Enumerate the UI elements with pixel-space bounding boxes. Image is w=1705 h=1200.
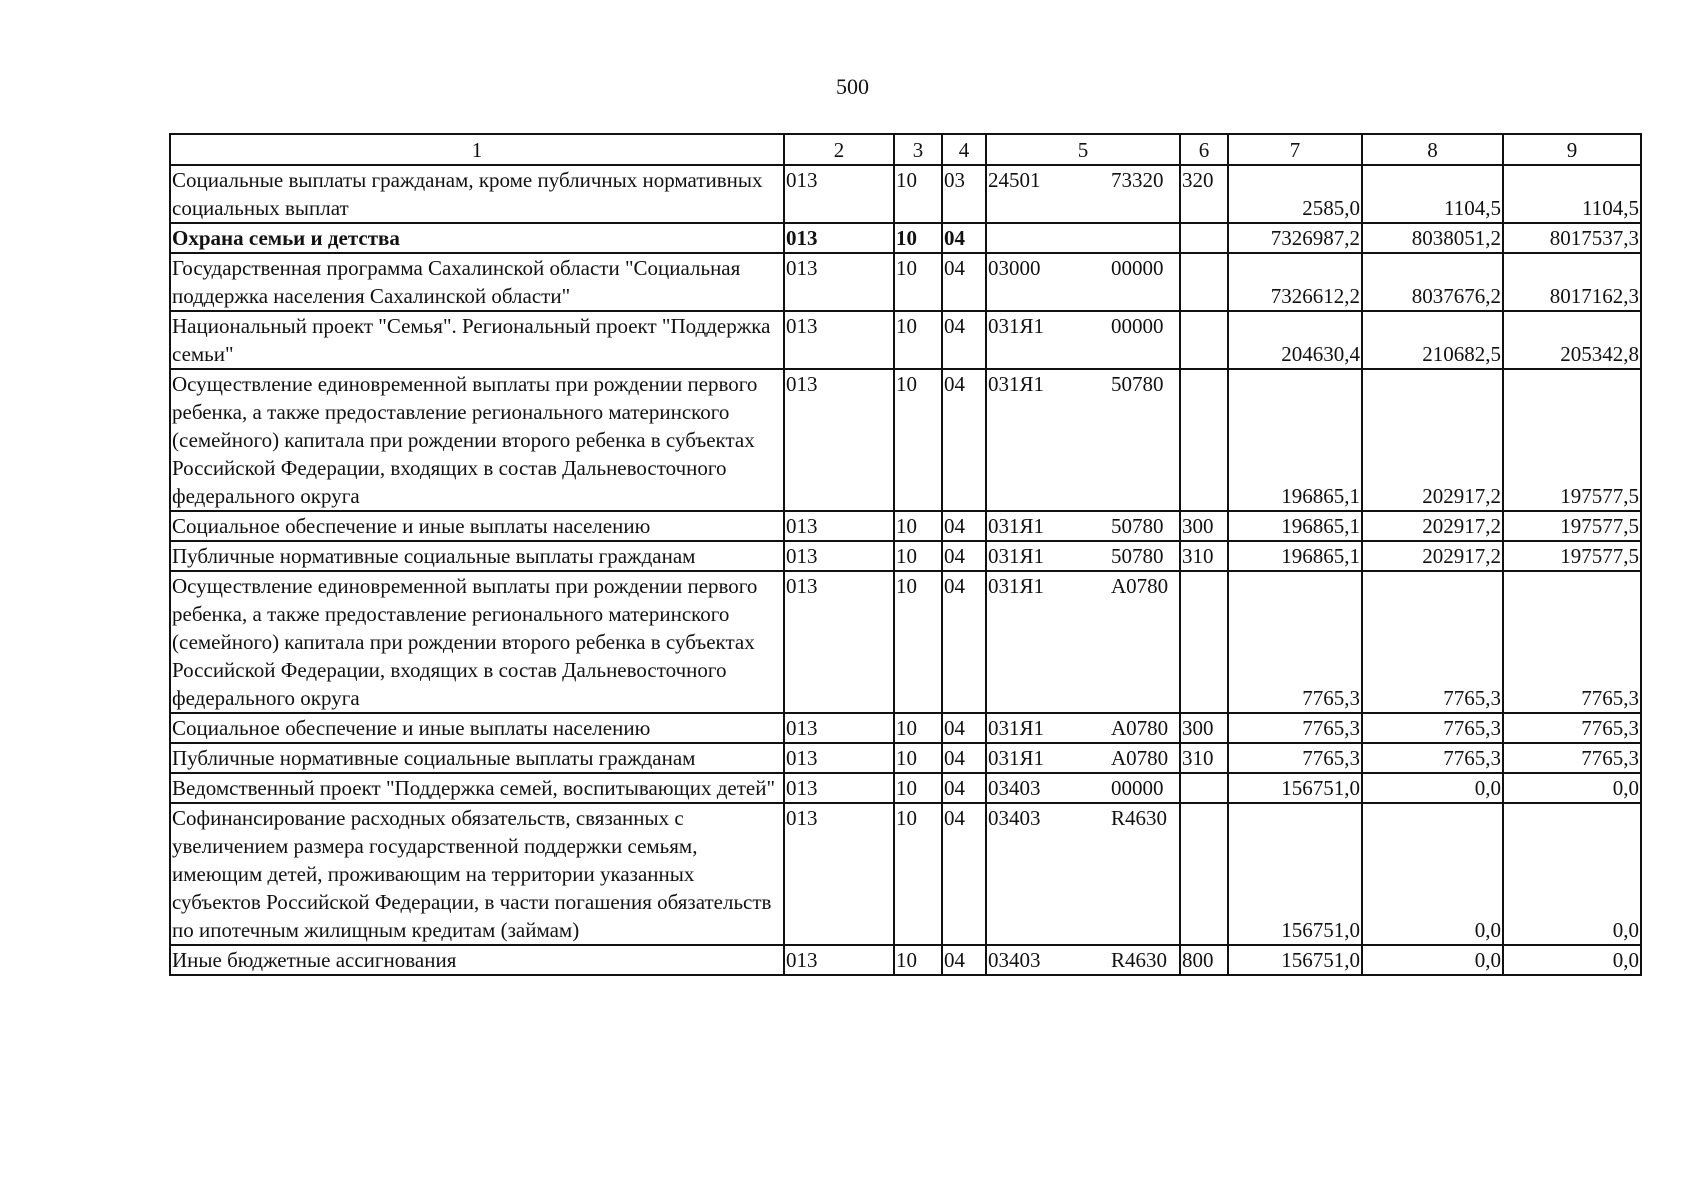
header-cell: 3: [894, 134, 942, 165]
section-code-cell: 10: [894, 803, 942, 945]
header-cell: 8: [1362, 134, 1503, 165]
target-article-cell: [986, 311, 1180, 369]
amount-year1-cell: 7326612,2: [1228, 253, 1362, 311]
amount-year3-cell: 0,0: [1503, 773, 1641, 803]
amount-year1-cell: 196865,1: [1228, 511, 1362, 541]
budget-table: [169, 133, 1642, 976]
subsection-code-cell: 04: [942, 311, 986, 369]
amount-year3-cell: 7765,3: [1503, 571, 1641, 713]
row-name-cell: Софинансирование расходных обязательств, связанных с увеличением размера государственной поддержки семьям, имеющим детей, проживающим на территории указанных субъектов Российской Федерации, в части погашения обязательств по ипотечным жилищным кредитам (займам): [170, 803, 784, 945]
header-cell: 1: [170, 134, 784, 165]
amount-year2-cell: 202917,2: [1362, 541, 1503, 571]
subsection-code-cell: 04: [942, 511, 986, 541]
target-article-program: 03403: [988, 948, 1041, 972]
amount-year3-cell: 1104,5: [1503, 165, 1641, 223]
expense-type-cell: [1180, 311, 1228, 369]
target-article-direction: 50780: [1111, 544, 1164, 568]
target-article-cell: [986, 511, 1180, 541]
section-code-cell: 10: [894, 743, 942, 773]
target-article-direction: 73320: [1111, 168, 1164, 192]
amount-year2-cell: 1104,5: [1362, 165, 1503, 223]
section-code-cell: 10: [894, 369, 942, 511]
subsection-code-cell: 03: [942, 165, 986, 223]
amount-year1-cell: 156751,0: [1228, 803, 1362, 945]
target-article-direction: A0780: [1111, 746, 1169, 770]
amount-year2-cell: 7765,3: [1362, 571, 1503, 713]
ministry-code-cell: 013: [784, 773, 894, 803]
row-name-cell: Государственная программа Сахалинской области "Социальная поддержка населения Сахалинской области": [170, 253, 784, 311]
amount-year2-cell: 7765,3: [1362, 713, 1503, 743]
row-name-cell: Иные бюджетные ассигнования: [170, 945, 784, 975]
subsection-code-cell: 04: [942, 369, 986, 511]
amount-year2-cell: 8037676,2: [1362, 253, 1503, 311]
expense-type-cell: [1180, 571, 1228, 713]
target-article-direction: 00000: [1111, 314, 1164, 338]
subsection-code-cell: 04: [942, 713, 986, 743]
table-row: [170, 223, 1641, 253]
section-code-cell: 10: [894, 773, 942, 803]
ministry-code-cell: 013: [784, 369, 894, 511]
subsection-code-cell: 04: [942, 803, 986, 945]
ministry-code-cell: 013: [784, 511, 894, 541]
amount-year3-cell: 205342,8: [1503, 311, 1641, 369]
expense-type-cell: 310: [1180, 541, 1228, 571]
amount-year1-cell: 7765,3: [1228, 743, 1362, 773]
target-article-program: 031Я1: [988, 746, 1045, 770]
table-row: [170, 743, 1641, 773]
ministry-code-cell: 013: [784, 945, 894, 975]
amount-year1-cell: 156751,0: [1228, 945, 1362, 975]
page-number: 500: [836, 74, 869, 99]
table-row: [170, 571, 1641, 713]
subsection-code-cell: 04: [942, 773, 986, 803]
amount-year2-cell: 0,0: [1362, 803, 1503, 945]
expense-type-cell: 320: [1180, 165, 1228, 223]
amount-year2-cell: 202917,2: [1362, 369, 1503, 511]
row-name-cell: Национальный проект "Семья". Региональный проект "Поддержка семьи": [170, 311, 784, 369]
table-row: [170, 773, 1641, 803]
target-article-cell: [986, 945, 1180, 975]
section-code-cell: 10: [894, 945, 942, 975]
target-article-direction: A0780: [1111, 716, 1169, 740]
ministry-code-cell: 013: [784, 223, 894, 253]
target-article-cell: [986, 369, 1180, 511]
target-article-program: 031Я1: [988, 372, 1045, 396]
target-article-direction: R4630: [1111, 806, 1168, 830]
subsection-code-cell: 04: [942, 541, 986, 571]
target-article-program: 031Я1: [988, 574, 1045, 598]
subsection-code-cell: 04: [942, 571, 986, 713]
target-article-program: 03403: [988, 776, 1041, 800]
ministry-code-cell: 013: [784, 571, 894, 713]
target-article-direction: A0780: [1111, 574, 1169, 598]
ministry-code-cell: 013: [784, 803, 894, 945]
header-cell: 9: [1503, 134, 1641, 165]
target-article-cell: [986, 223, 1180, 253]
target-article-cell: [986, 773, 1180, 803]
row-name-cell: Социальное обеспечение и иные выплаты населению: [170, 511, 784, 541]
target-article-program: 031Я1: [988, 544, 1045, 568]
amount-year1-cell: 7326987,2: [1228, 223, 1362, 253]
expense-type-cell: 300: [1180, 713, 1228, 743]
expense-type-cell: 800: [1180, 945, 1228, 975]
section-code-cell: 10: [894, 165, 942, 223]
amount-year3-cell: 197577,5: [1503, 541, 1641, 571]
target-article-cell: [986, 713, 1180, 743]
row-name-cell: Охрана семьи и детства: [170, 223, 784, 253]
row-name-cell: Публичные нормативные социальные выплаты гражданам: [170, 743, 784, 773]
row-name-cell: Социальное обеспечение и иные выплаты населению: [170, 713, 784, 743]
target-article-program: 03000: [988, 256, 1041, 280]
target-article-cell: [986, 803, 1180, 945]
section-code-cell: 10: [894, 571, 942, 713]
amount-year1-cell: 196865,1: [1228, 541, 1362, 571]
amount-year2-cell: 210682,5: [1362, 311, 1503, 369]
amount-year3-cell: 8017162,3: [1503, 253, 1641, 311]
row-name-cell: Публичные нормативные социальные выплаты гражданам: [170, 541, 784, 571]
section-code-cell: 10: [894, 311, 942, 369]
table-row: [170, 541, 1641, 571]
section-code-cell: 10: [894, 223, 942, 253]
table-row: [170, 511, 1641, 541]
subsection-code-cell: 04: [942, 253, 986, 311]
row-name-cell: Ведомственный проект "Поддержка семей, воспитывающих детей": [170, 773, 784, 803]
amount-year3-cell: 0,0: [1503, 803, 1641, 945]
amount-year1-cell: 7765,3: [1228, 713, 1362, 743]
target-article-program: 031Я1: [988, 716, 1045, 740]
amount-year3-cell: 7765,3: [1503, 713, 1641, 743]
subsection-code-cell: 04: [942, 743, 986, 773]
table-row: [170, 803, 1641, 945]
target-article-cell: [986, 253, 1180, 311]
ministry-code-cell: 013: [784, 713, 894, 743]
table-row: [170, 311, 1641, 369]
header-cell: 6: [1180, 134, 1228, 165]
target-article-cell: [986, 571, 1180, 713]
expense-type-cell: [1180, 369, 1228, 511]
amount-year2-cell: 7765,3: [1362, 743, 1503, 773]
target-article-direction: 50780: [1111, 514, 1164, 538]
amount-year1-cell: 204630,4: [1228, 311, 1362, 369]
header-row: [170, 134, 1641, 165]
table-row: [170, 165, 1641, 223]
amount-year2-cell: 202917,2: [1362, 511, 1503, 541]
amount-year1-cell: 156751,0: [1228, 773, 1362, 803]
amount-year3-cell: 7765,3: [1503, 743, 1641, 773]
amount-year3-cell: 197577,5: [1503, 511, 1641, 541]
amount-year1-cell: 2585,0: [1228, 165, 1362, 223]
section-code-cell: 10: [894, 511, 942, 541]
target-article-cell: [986, 743, 1180, 773]
table-row: [170, 945, 1641, 975]
amount-year2-cell: 0,0: [1362, 773, 1503, 803]
amount-year1-cell: 7765,3: [1228, 571, 1362, 713]
target-article-program: 03403: [988, 806, 1041, 830]
table-body: [170, 165, 1641, 975]
target-article-program: 24501: [988, 168, 1041, 192]
table-row: [170, 713, 1641, 743]
ministry-code-cell: 013: [784, 165, 894, 223]
expense-type-cell: [1180, 223, 1228, 253]
ministry-code-cell: 013: [784, 541, 894, 571]
subsection-code-cell: 04: [942, 945, 986, 975]
section-code-cell: 10: [894, 541, 942, 571]
amount-year3-cell: 8017537,3: [1503, 223, 1641, 253]
amount-year3-cell: 197577,5: [1503, 369, 1641, 511]
row-name-cell: Осуществление единовременной выплаты при рождении первого ребенка, а также предоставление регионального материнского (семейного) капитала при рождении второго ребенка в субъектах Российской Федерации, входящих в состав Дальневосточного федерального округа: [170, 369, 784, 511]
amount-year1-cell: 196865,1: [1228, 369, 1362, 511]
amount-year3-cell: 0,0: [1503, 945, 1641, 975]
section-code-cell: 10: [894, 253, 942, 311]
target-article-direction: 00000: [1111, 256, 1164, 280]
target-article-direction: 50780: [1111, 372, 1164, 396]
target-article-program: 031Я1: [988, 314, 1045, 338]
target-article-program: 031Я1: [988, 514, 1045, 538]
target-article-direction: 00000: [1111, 776, 1164, 800]
subsection-code-cell: 04: [942, 223, 986, 253]
header-cell: 5: [986, 134, 1180, 165]
table-row: [170, 253, 1641, 311]
amount-year2-cell: 0,0: [1362, 945, 1503, 975]
expense-type-cell: 310: [1180, 743, 1228, 773]
table-row: [170, 369, 1641, 511]
amount-year2-cell: 8038051,2: [1362, 223, 1503, 253]
target-article-cell: [986, 165, 1180, 223]
row-name-cell: Социальные выплаты гражданам, кроме публичных нормативных социальных выплат: [170, 165, 784, 223]
target-article-cell: [986, 541, 1180, 571]
expense-type-cell: [1180, 253, 1228, 311]
header-cell: 7: [1228, 134, 1362, 165]
target-article-direction: R4630: [1111, 948, 1168, 972]
expense-type-cell: [1180, 803, 1228, 945]
ministry-code-cell: 013: [784, 311, 894, 369]
header-cell: 2: [784, 134, 894, 165]
header-cell: 4: [942, 134, 986, 165]
ministry-code-cell: 013: [784, 253, 894, 311]
row-name-cell: Осуществление единовременной выплаты при рождении первого ребенка, а также предоставление регионального материнского (семейного) капитала при рождении второго ребенка в субъектах Российской Федерации, входящих в состав Дальневосточного федерального округа: [170, 571, 784, 713]
section-code-cell: 10: [894, 713, 942, 743]
ministry-code-cell: 013: [784, 743, 894, 773]
expense-type-cell: [1180, 773, 1228, 803]
expense-type-cell: 300: [1180, 511, 1228, 541]
